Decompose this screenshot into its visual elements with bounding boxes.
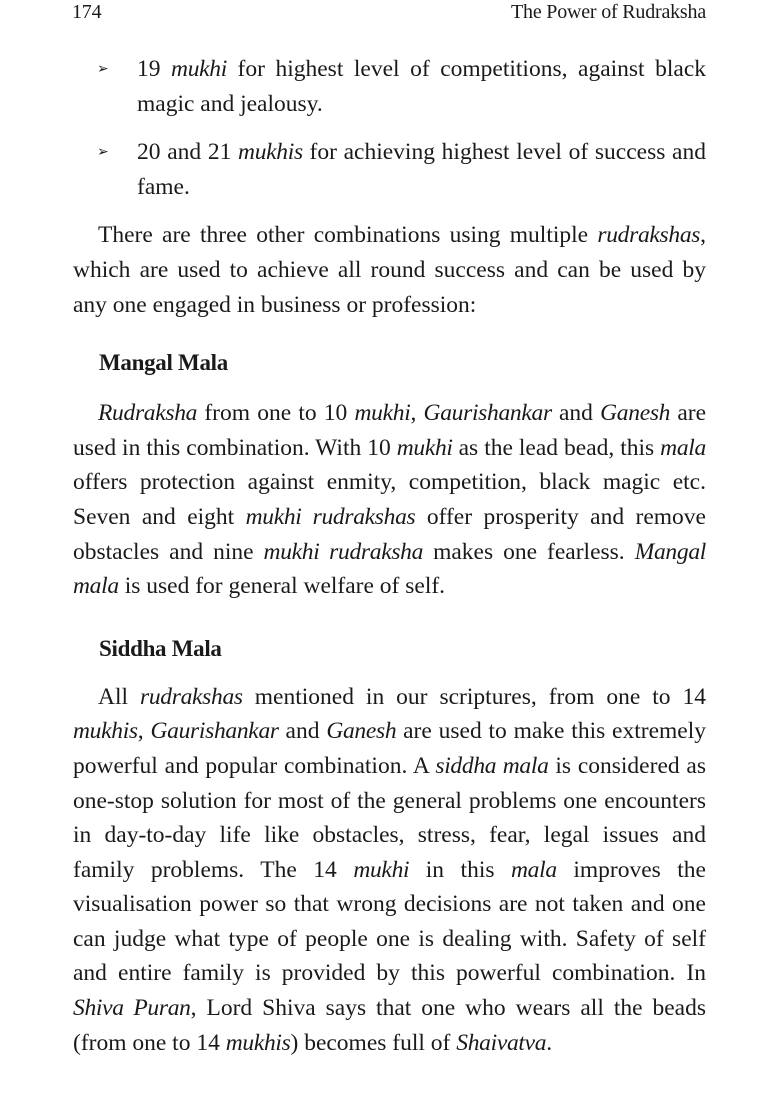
mangal-mala-paragraph: Rudraksha from one to 10 mukhi, Gaurishankar and Ganesh are used in this combination. With 10 mukhi as the lead bead, this mala offers protection against enmity, competition, black magic etc. Seven and eight mukhi rudrakshas offer prosperity and remove obstacles and nine mukhi rudraksha makes one fearless. Mangal mala is used for general welfare of self. bbox=[73, 400, 707, 600]
page-number: 174 bbox=[72, 1, 102, 23]
arrow-bullet-icon: ➢ bbox=[97, 145, 109, 161]
section-heading-siddha-mala: Siddha Mala bbox=[99, 635, 222, 661]
bullet-item: ➢ 20 and 21 mukhis for achieving highest level of success and fame. bbox=[73, 135, 706, 204]
siddha-mala-paragraph: All rudrakshas mentioned in our scriptures, from one to 14 mukhis, Gaurishankar and Ganesh are used to make this extremely powerful and popular combination. A siddha mala is considered as one-stop solution for most of the general problems one encounters in day-to-day life like obstacles, stress, fear, legal issues and family problems. The 14 mukhi in this mala improves the visualisation power so that wrong decisions are not taken and one can judge what type of people one is dealing with. Safety of self and entire family is provided by this powerful combination. In Shiva Puran, Lord Shiva says that one who wears all the beads (from one to 14 mukhis) becomes full of Shaivatva. bbox=[73, 683, 707, 1056]
arrow-bullet-icon: ➢ bbox=[97, 62, 109, 77]
page-header bbox=[72, 0, 706, 30]
page-body bbox=[73, 52, 706, 1060]
running-title: The Power of Rudraksha bbox=[511, 1, 706, 23]
intro-paragraph: There are three other combinations using multiple rudrakshas, which are used to achieve all round success and can be used by any one engaged in business or profession: bbox=[73, 222, 706, 318]
section-heading-mangal-mala: Mangal Mala bbox=[99, 350, 228, 376]
bullet-item: ➢ 19 mukhi for highest level of competitions, against black magic and jealousy. bbox=[73, 52, 706, 121]
